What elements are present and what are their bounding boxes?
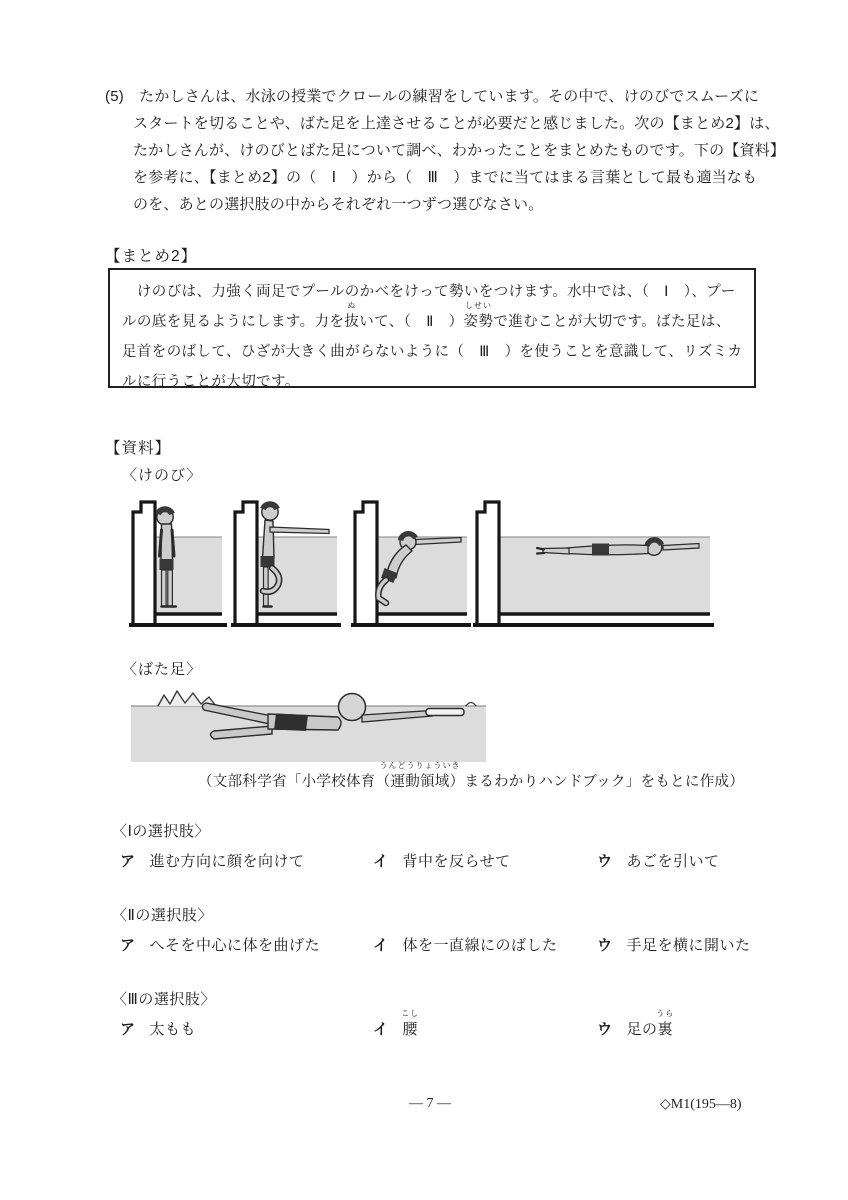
- kenobi-label: 〈けのび〉: [122, 467, 203, 484]
- matome2-line-4: ルに行うことが大切です。: [122, 374, 300, 390]
- shiryo-label: 【資料】: [105, 440, 172, 457]
- choice-1-a-label: 進む方向に顔を向けて: [149, 853, 305, 870]
- choice-3-a: [120, 1018, 196, 1039]
- kenobi-panel-1-standing: [129, 502, 227, 627]
- choice-2-a: [120, 934, 320, 955]
- choice-1-i-marker: イ: [373, 853, 389, 870]
- matome2-box: [108, 268, 756, 388]
- choice-3-i: [373, 1009, 420, 1039]
- choice-3-u-marker: ウ: [597, 1021, 613, 1038]
- choice-3-a-label: 太もも: [149, 1021, 197, 1038]
- choice-1-i: [373, 850, 511, 871]
- matome2-line-2: ルの底を見るようにします。力を抜 ぬ いて、（ Ⅱ ）姿勢 しせい で進むことが大切です。ばた足は、: [122, 301, 731, 330]
- choice-1-i-label: 背中を反らせて: [402, 853, 511, 870]
- matome2-label: 【まとめ2】: [105, 248, 198, 265]
- choice-3-u: [597, 1009, 675, 1039]
- kickboard: [426, 709, 464, 716]
- swim-trunks: [274, 714, 308, 732]
- question-line-4: を参考に、【まとめ2】の（ Ⅰ ）から（ Ⅲ ）までに当てはまる言葉として最も適当なも: [133, 169, 758, 186]
- question-line-1: (5) たかしさんは、水泳の授業でクロールの練習をしています。その中で、けのびでスムーズに: [105, 88, 760, 105]
- citation-text: （文部科学省「小学校体育（運動領域 うんどうりょういき ）まるわかりハンドブック」をもとに作成）: [198, 761, 745, 790]
- choice-3-a-marker: ア: [120, 1021, 136, 1038]
- choice-3-i-label: 腰 こし: [401, 1009, 420, 1038]
- matome2-line-1: けのびは、力強く両足でプールのかべをけって勢いをつけます。水中では、（ Ⅰ ）、プー: [122, 284, 736, 300]
- question-line-3: たかしさんが、けのびとばた足について調べ、わかったことをまとめたものです。下の【資料】: [133, 142, 786, 159]
- question-line-2: スタートを切ることや、ばた足を上達させることが必要だと感じました。次の【まとめ2】は、: [133, 115, 780, 132]
- batasoku-illustration: [130, 682, 487, 764]
- kenobi-panel-3-push-off: [351, 502, 471, 627]
- choice-1-u: [597, 850, 720, 871]
- choice-2-i: [373, 934, 558, 955]
- question-line-5: のを、あとの選択肢の中からそれぞれ一つずつ選びなさい。: [133, 196, 544, 213]
- choice-2-a-label: へそを中心に体を曲げた: [149, 937, 321, 954]
- choice-section-2-header: 〈Ⅱの選択肢〉: [112, 907, 213, 924]
- choice-2-a-marker: ア: [120, 937, 136, 954]
- doc-code: ◇M1(195—8): [660, 1097, 742, 1112]
- choice-2-u: [597, 934, 751, 955]
- kenobi-illustration-svg: [105, 488, 740, 640]
- choice-2-u-marker: ウ: [597, 937, 613, 954]
- page-number: — 7 —: [409, 1096, 451, 1111]
- choice-2-u-label: 手足を横に開いた: [626, 937, 751, 954]
- choice-section-3-header: 〈Ⅲの選択肢〉: [112, 991, 216, 1008]
- matome2-line-3: 足首をのばして、ひざが大きく曲がらないように（ Ⅲ ）を使うことを意識して、リズミカ: [122, 344, 743, 360]
- choice-3-u-label: 足の裏 うら: [626, 1009, 675, 1038]
- batasoku-label: 〈ばた足〉: [122, 661, 203, 678]
- kenobi-panel-2-arms-forward: [231, 502, 341, 627]
- choice-2-i-label: 体を一直線にのばした: [402, 937, 558, 954]
- choice-1-u-label: あごを引いて: [626, 853, 720, 870]
- batasoku-illustration-svg: [130, 682, 487, 764]
- choice-1-a: [120, 850, 305, 871]
- choice-section-1-header: 〈Ⅰの選択肢〉: [112, 823, 210, 840]
- choice-1-u-marker: ウ: [597, 853, 613, 870]
- kenobi-illustration: [105, 488, 740, 640]
- choice-1-a-marker: ア: [120, 853, 136, 870]
- choice-3-i-marker: イ: [373, 1021, 389, 1038]
- kenobi-panel-4-glide: [473, 502, 714, 627]
- choice-2-i-marker: イ: [373, 937, 389, 954]
